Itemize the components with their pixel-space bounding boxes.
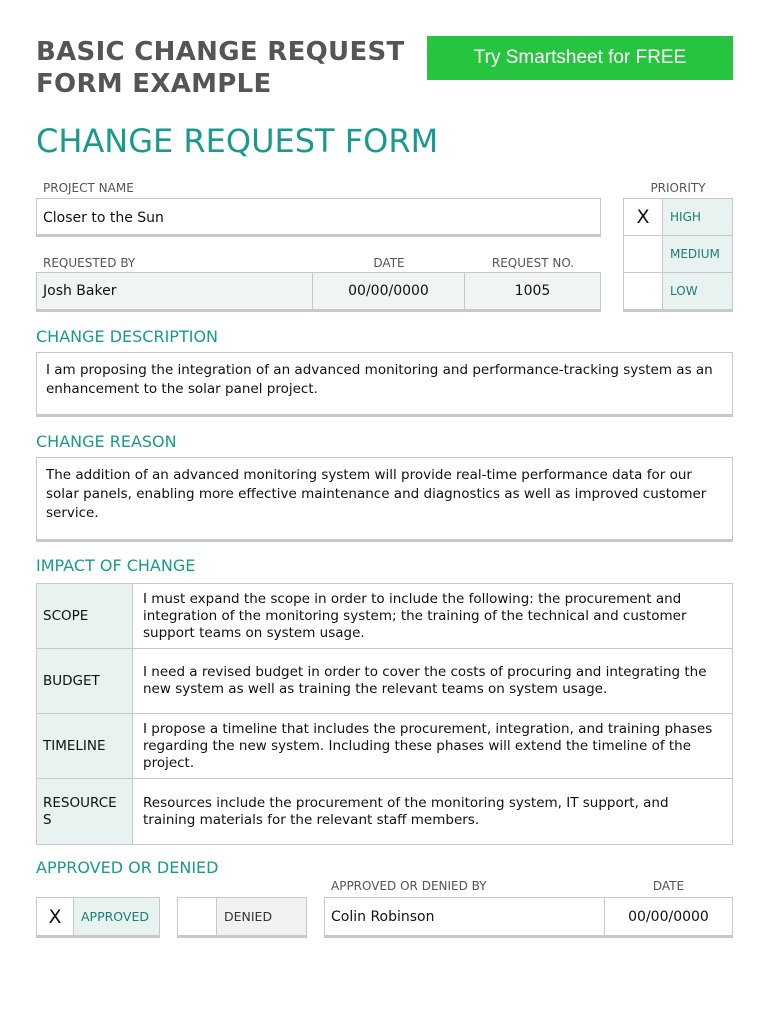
approval-info-row <box>324 897 733 938</box>
denied-label: DENIED <box>217 898 306 935</box>
approved-mark: X <box>37 898 74 935</box>
date-value: 00/00/0000 <box>348 283 429 299</box>
project-name-label: PROJECT NAME <box>43 181 134 195</box>
table-row <box>37 584 732 649</box>
request-info-row <box>36 272 601 312</box>
priority-high-label: HIGH <box>663 199 732 235</box>
impact-heading: IMPACT OF CHANGE <box>36 556 196 575</box>
approved-by-value: Colin Robinson <box>331 908 435 925</box>
table-row <box>37 714 732 779</box>
impact-timeline-label: TIMELINE <box>37 714 133 778</box>
approved-option[interactable] <box>36 897 160 938</box>
approval-heading: APPROVED OR DENIED <box>36 858 219 877</box>
priority-high-mark: X <box>624 199 663 235</box>
requested-by-value: Josh Baker <box>43 283 117 299</box>
date-field[interactable] <box>313 273 465 309</box>
denied-mark <box>178 898 217 935</box>
priority-option-high[interactable] <box>624 199 732 236</box>
priority-label: PRIORITY <box>650 181 706 195</box>
approval-date-field[interactable] <box>605 898 732 935</box>
priority-option-medium[interactable] <box>624 236 732 273</box>
priority-medium-mark <box>624 236 663 272</box>
denied-option[interactable] <box>177 897 307 938</box>
document-title: BASIC CHANGE REQUEST FORM EXAMPLE <box>36 37 405 99</box>
project-name-value: Closer to the Sun <box>43 210 164 226</box>
form-title: CHANGE REQUEST FORM <box>36 122 439 160</box>
approval-date-label: DATE <box>652 879 685 893</box>
approved-by-label: APPROVED OR DENIED BY <box>331 879 487 893</box>
impact-budget-label: BUDGET <box>37 649 133 713</box>
impact-resources-text[interactable]: Resources include the procurement of the monitoring system, IT support, and training materials for the relevant staff members. <box>143 794 669 828</box>
impact-scope-label: SCOPE <box>37 584 133 648</box>
request-no-label: REQUEST NO. <box>491 256 575 270</box>
impact-budget-text[interactable]: I need a revised budget in order to cover the costs of procuring and integrating the new system as well as training the relevant teams on system usage. <box>143 664 707 697</box>
request-no-field[interactable] <box>465 273 600 309</box>
impact-table <box>36 583 733 845</box>
change-reason-field[interactable]: The addition of an advanced monitoring system will provide real-time performance data for our solar panels, enabling more effective maintenance and diagnostics as well as improved customer service. <box>36 457 733 542</box>
change-description-heading: CHANGE DESCRIPTION <box>36 327 219 346</box>
date-label: DATE <box>373 256 405 270</box>
impact-resources-label: RESOURCE S <box>37 779 133 844</box>
priority-low-mark <box>624 273 663 309</box>
requested-by-field[interactable] <box>37 273 313 309</box>
change-description-field[interactable]: I am proposing the integration of an advanced monitoring and performance-tracking system as an enhancement to the solar panel project. <box>36 352 733 417</box>
table-row <box>37 779 732 844</box>
priority-option-low[interactable] <box>624 273 732 309</box>
approved-by-field[interactable] <box>325 898 605 935</box>
approval-date-value: 00/00/0000 <box>628 908 709 925</box>
try-smartsheet-button[interactable]: Try Smartsheet for FREE <box>427 36 733 80</box>
priority-medium-label: MEDIUM <box>663 236 732 272</box>
priority-low-label: LOW <box>663 273 732 309</box>
request-no-value: 1005 <box>514 283 551 299</box>
table-row <box>37 649 732 714</box>
change-reason-heading: CHANGE REASON <box>36 432 177 451</box>
priority-box <box>623 198 733 312</box>
impact-timeline-text[interactable]: I propose a timeline that includes the procurement, integration, and training phases regarding the new system. Including these phases will extend the timeline of the project. <box>143 720 713 771</box>
approved-label: APPROVED <box>74 898 159 935</box>
impact-scope-text[interactable]: I must expand the scope in order to include the following: the procurement and integration of the monitoring system; the training of the technical and customer support teams on system usage. <box>143 590 687 641</box>
project-name-field[interactable] <box>36 198 601 237</box>
requested-by-label: REQUESTED BY <box>43 256 136 270</box>
